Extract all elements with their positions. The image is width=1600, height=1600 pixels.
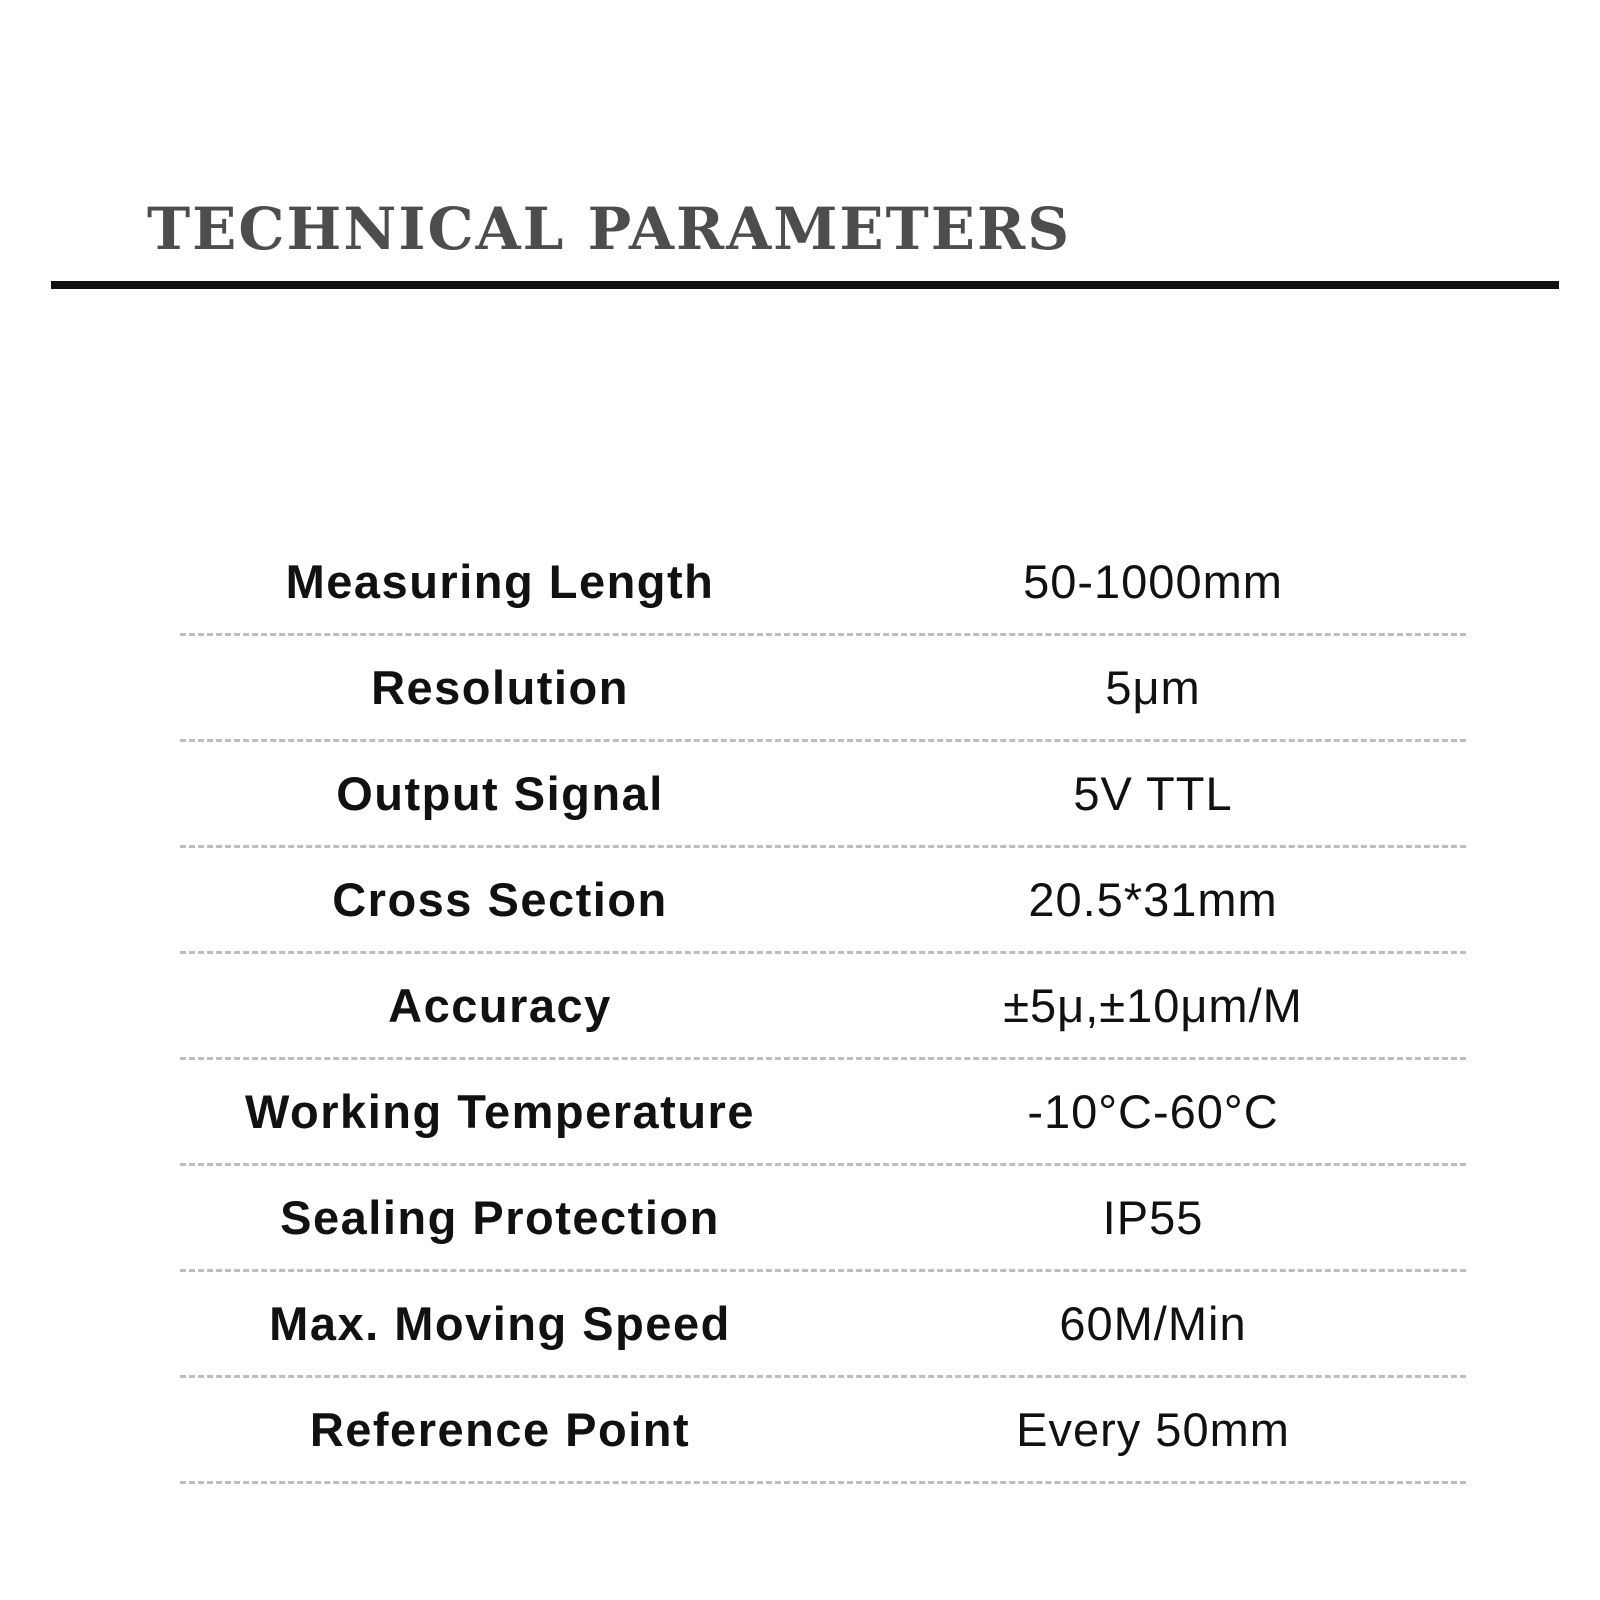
spec-label: Measuring Length [285,555,715,608]
spec-value: -10°C-60°C [1027,1085,1279,1138]
spec-label: Working Temperature [245,1085,755,1138]
spec-row-cross-section [180,848,1466,954]
spec-row-sealing-protection [180,1166,1466,1272]
spec-value: 5μm [1105,661,1201,714]
spec-row-reference-point [180,1378,1466,1484]
title-underline [51,281,1559,289]
spec-value: 5V TTL [1073,767,1233,820]
spec-label: Cross Section [332,873,668,926]
spec-label: Accuracy [388,979,612,1032]
spec-label: Reference Point [309,1403,691,1456]
spec-value: IP55 [1102,1191,1204,1244]
spec-row-output-signal [180,742,1466,848]
spec-value: Every 50mm [1016,1403,1290,1456]
spec-label: Sealing Protection [280,1191,720,1244]
page-title: TECHNICAL PARAMETERS [147,195,1072,263]
spec-row-max-moving-speed [180,1272,1466,1378]
spec-value: 50-1000mm [1023,555,1283,608]
spec-value: ±5μ,±10μm/M [1003,979,1303,1032]
spec-row-accuracy [180,954,1466,1060]
spec-table [180,530,1466,1484]
spec-label: Output Signal [336,767,664,820]
spec-row-working-temperature [180,1060,1466,1166]
spec-row-measuring-length [180,530,1466,636]
spec-label: Resolution [371,661,629,714]
spec-label: Max. Moving Speed [269,1297,731,1350]
spec-value: 20.5*31mm [1028,873,1278,926]
spec-value: 60M/Min [1059,1297,1247,1350]
spec-row-resolution [180,636,1466,742]
